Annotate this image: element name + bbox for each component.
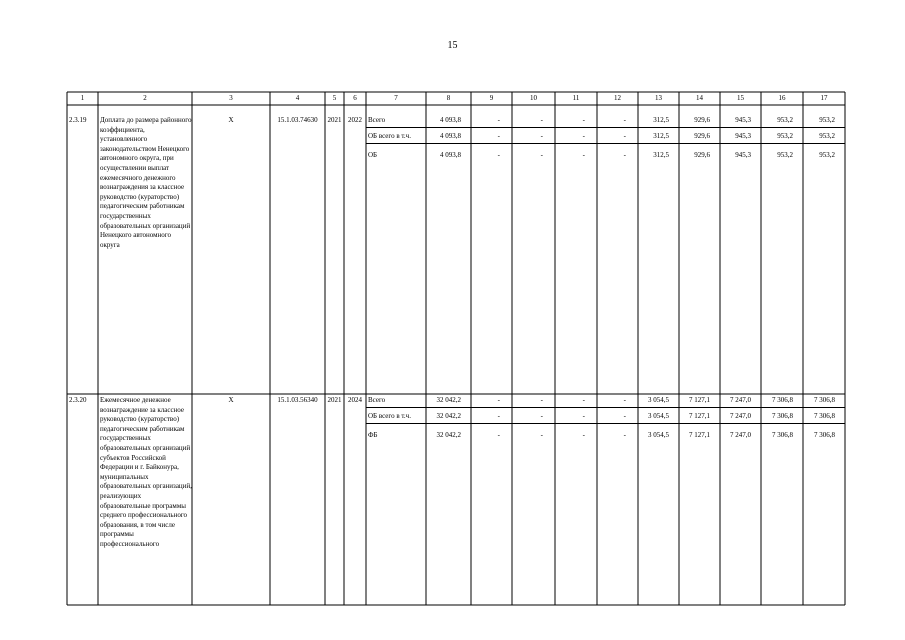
- column-header: 5: [332, 94, 337, 102]
- empty-year-value: -: [582, 431, 585, 439]
- column-header: 15: [737, 94, 744, 102]
- row-description: Доплата до размера районного коэффициента, установленного законодательством Ненецкого автономного округа, при осуществлении выплат ежемесячного денежного вознаграждения за классное руководство (кураторство) педагогическим работникам государственных образовательных организаций Ненецкого автономного округа: [100, 116, 192, 249]
- year-value: 3 054,5: [648, 412, 669, 420]
- year-value: 953,2: [777, 132, 793, 140]
- budget-code: 15.1.03.74630: [277, 116, 318, 124]
- year-value: 312,5: [653, 116, 669, 124]
- year-value: 7 247,0: [730, 412, 751, 420]
- empty-year-value: -: [540, 132, 543, 140]
- empty-year-value: -: [582, 151, 585, 159]
- funding-source-label: ОБ: [368, 151, 378, 159]
- column-header: 16: [778, 94, 786, 102]
- funding-source-label: ФБ: [368, 431, 378, 439]
- year-end: 2024: [348, 396, 362, 404]
- total-value: 32 042,2: [436, 396, 461, 404]
- empty-year-value: -: [497, 396, 500, 404]
- year-value: 953,2: [819, 116, 835, 124]
- funding-source-label: Всего: [368, 116, 386, 124]
- empty-year-value: -: [623, 431, 626, 439]
- row-number: 2.3.19: [69, 116, 87, 124]
- empty-year-value: -: [582, 396, 585, 404]
- empty-year-value: -: [497, 431, 500, 439]
- empty-year-value: -: [497, 116, 500, 124]
- year-value: 953,2: [819, 151, 835, 159]
- subrow-divider: [366, 407, 845, 408]
- column-header: 12: [614, 94, 621, 102]
- empty-year-value: -: [540, 412, 543, 420]
- year-value: 312,5: [653, 132, 669, 140]
- year-value: 929,6: [694, 116, 710, 124]
- total-value: 32 042,2: [436, 412, 461, 420]
- column-header: 8: [446, 94, 451, 102]
- year-value: 7 247,0: [730, 431, 751, 439]
- year-start: 2021: [327, 396, 342, 404]
- year-value: 7 306,8: [814, 396, 835, 404]
- year-value: 7 306,8: [814, 412, 835, 420]
- funding-source-label: ОБ всего в т.ч.: [368, 132, 411, 140]
- row-col3: X: [228, 396, 234, 404]
- year-value: 7 127,1: [689, 412, 710, 420]
- column-header: 9: [489, 94, 494, 102]
- empty-year-value: -: [623, 132, 626, 140]
- year-value: 953,2: [777, 116, 793, 124]
- budget-code: 15.1.03.56340: [277, 396, 318, 404]
- column-header: 4: [295, 94, 300, 102]
- column-header: 3: [229, 94, 233, 102]
- year-start: 2021: [327, 116, 342, 124]
- year-value: 7 127,1: [689, 396, 710, 404]
- empty-year-value: -: [540, 151, 543, 159]
- year-value: 3 054,5: [648, 396, 669, 404]
- column-header: 2: [143, 94, 147, 102]
- empty-year-value: -: [582, 116, 585, 124]
- year-value: 7 306,8: [814, 431, 835, 439]
- subrow-divider: [366, 143, 845, 144]
- subrow-divider: [366, 423, 845, 424]
- row-number: 2.3.20: [69, 396, 87, 404]
- column-header: 13: [655, 94, 662, 102]
- year-value: 7 306,8: [772, 431, 793, 439]
- year-value: 7 306,8: [772, 412, 793, 420]
- column-header: 14: [696, 94, 703, 102]
- empty-year-value: -: [623, 116, 626, 124]
- column-header: 11: [572, 94, 580, 102]
- year-value: 953,2: [777, 151, 793, 159]
- year-value: 945,3: [735, 116, 751, 124]
- year-end: 2022: [348, 116, 362, 124]
- year-value: 7 247,0: [730, 396, 751, 404]
- year-value: 7 306,8: [772, 396, 793, 404]
- total-value: 4 093,8: [440, 116, 461, 124]
- year-value: 7 127,1: [689, 431, 710, 439]
- page-number: 15: [447, 40, 458, 51]
- empty-year-value: -: [582, 132, 585, 140]
- subrow-divider: [366, 127, 845, 128]
- empty-year-value: -: [623, 396, 626, 404]
- column-header: 17: [820, 94, 828, 102]
- row-description: Ежемесячное денежное вознаграждение за классное руководство (кураторство) педагогическим работникам государственных образовательных организаций субъектов Российской Федерации и г. Байконура, муниципальных образовательных организаций, реализующих образовательные программы среднего профессионального образования, в том числе программы профессионального: [100, 396, 192, 548]
- year-value: 953,2: [819, 132, 835, 140]
- empty-year-value: -: [540, 396, 543, 404]
- total-value: 4 093,8: [440, 132, 461, 140]
- empty-year-value: -: [540, 431, 543, 439]
- funding-source-label: Всего: [368, 396, 386, 404]
- year-value: 945,3: [735, 151, 751, 159]
- empty-year-value: -: [497, 412, 500, 420]
- empty-year-value: -: [623, 412, 626, 420]
- year-value: 929,6: [694, 151, 710, 159]
- year-value: 312,5: [653, 151, 669, 159]
- total-value: 4 093,8: [440, 151, 461, 159]
- empty-year-value: -: [623, 151, 626, 159]
- year-value: 3 054,5: [648, 431, 669, 439]
- column-header: 7: [394, 94, 398, 102]
- year-value: 945,3: [735, 132, 751, 140]
- empty-year-value: -: [497, 151, 500, 159]
- empty-year-value: -: [582, 412, 585, 420]
- funding-source-label: ОБ всего в т.ч.: [368, 412, 411, 420]
- empty-year-value: -: [540, 116, 543, 124]
- empty-year-value: -: [497, 132, 500, 140]
- total-value: 32 042,2: [436, 431, 461, 439]
- column-header: 6: [353, 94, 357, 102]
- row-col3: X: [228, 116, 234, 124]
- column-header: 10: [530, 94, 537, 102]
- year-value: 929,6: [694, 132, 710, 140]
- column-header: 1: [80, 94, 85, 102]
